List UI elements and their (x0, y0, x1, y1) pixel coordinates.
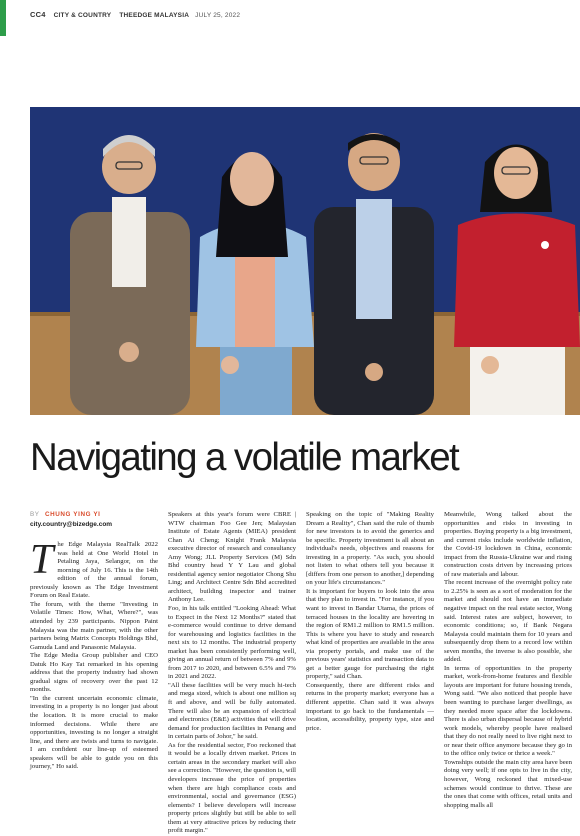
byline-email: city.country@bizedge.com (30, 520, 113, 528)
byline (30, 511, 158, 520)
article-column-2 (168, 511, 296, 835)
article-headline: Navigating a volatile market (30, 436, 459, 479)
article-column-1 (30, 511, 158, 811)
publication-name: THEEDGE MALAYSIA (119, 12, 190, 19)
article-paragraph: Townships outside the main city area have been doing very well; if one opts to live in the city, however, Wong reckoned that mixed-use schemes would continue to thrive. These are the ones that come with offices, retail units and shopping malls all (444, 758, 572, 809)
article-paragraph: Speakers at this year's forum were CBRE | WTW chairman Foo Gee Jen; Malaysian Institute of Estate Agents (MIEA) president Chan Ai Cheng; Knight Frank Malaysia executive director of research and consultancy Amy Wong; JLL Property Services (M) Sdn Bhd country head Y Y Lau and global residential agency senior negotiator Chong Shu Ling; and Architect Centre Sdn Bhd accredited architect, building inspector and trainer Anthony Lee. (168, 511, 296, 604)
photo-illustration (30, 107, 580, 415)
article-paragraph: "All these facilities will be very much hi-tech and mega sized, which is about one million sq ft and above, and will be fully automated. There will also be an expansion of electrical and electronics (E&E) activities that will drive demand for production facilities in Penang and in certain parts of Johor," he said. (168, 681, 296, 741)
article-column-4 (444, 511, 572, 811)
publication-date: JULY 25, 2022 (195, 12, 241, 19)
article-column-3 (306, 511, 434, 811)
drop-cap: T (30, 537, 54, 584)
byline-author: CHUNG YING YI (44, 511, 101, 518)
article-paragraph: The forum, with the theme "Investing in Volatile Times: How, What, Where?", was attended by 239 participants. Nippon Paint Malaysia was the main partner, with the other partners being Matrix Concepts Holdings Bhd, Gamuda Land and Panasonic Malaysia. (30, 600, 158, 651)
article-paragraph: Meanwhile, Wong talked about the opportunities and risks in investing in properties. Buying property is a big investment, and current risks include worldwide inflation, the Covid-19 lockdown in China, economic impact from the Russia-Ukraine war and rising construction costs driven by increasing prices of raw materials and labour. (444, 511, 572, 578)
article-paragraph: The Edge Media Group publisher and CEO Datuk Ho Kay Tat remarked in his opening address that the property industry had shown gradual signs of recovery over the past 12 months. (30, 652, 158, 694)
article-paragraph: he Edge Malaysia RealTalk 2022 was held at One World Hotel in Petaling Jaya, Selangor, on the morning of July 16. This is the 14th edition of the annual forum, previously known as The Edge Investment Forum on Real Estate. (30, 541, 158, 600)
article-paragraph: Consequently, there are different risks and returns in the property market; everyone has a different appetite. Chan said it was always important to go back to the fundamentals — location, accessibility, property type, size and price. (306, 681, 434, 732)
article-paragraph: It is important for buyers to look into the area that they plan to invest in. "For instance, if you want to invest in Bandar Utama, the prices of terraced houses in the locality are hovering in the region of RM1.2 million to RM1.5 million. This is where you have to study and research what kind of properties are available in the area via property portals, and make use of the previous years' statistics and transaction data to get a better gauge for purchasing the right property," said Chan. (306, 587, 434, 681)
page-number: CC4 (30, 10, 46, 19)
article-paragraph: "In the current uncertain economic climate, investing in a property is no longer just about the location. It is more crucial to make informed decisions. While there are opportunities, investing is no longer a straight line, and there are twists and turns to navigate. I am confident our line-up of esteemed speakers will be able to guide you on this journey," Ho said. (30, 694, 158, 771)
article-paragraph: As for the residential sector, Foo reckoned that it would be a locally driven market. Prices in certain areas in the secondary market will also see a correction. "However, the question is, will developers increase the price of properties when there are high compliance costs and environmental, social and governance (ESG) elements? I believe developers will increase property prices slightly but still be able to sell them at very attractive prices by reducing their profit margin." (168, 741, 296, 835)
article-paragraph: Foo, in his talk entitled "Looking Ahead: What to Expect in the Next 12 Months?" stated that e-commerce would continue to drive demand for warehousing and logistics facilities in the next six to 12 months. The industrial property market has been consistently performing well, giving an annual return of between 7% and 9% from 2017 to 2020, and between 6.5% and 7% in 2021 and 2022. (168, 605, 296, 681)
article-paragraph: The recent increase of the overnight policy rate to 2.25% is seen as a sort of moderation for the market and should not have an immediate negative impact on the real estate sector, Wong said. Interest rates are subject, however, to economic conditions; so, if Bank Negara Malaysia could maintain them for 10 years and subsequently drop them to a record low within seven months, the inverse is also possible, she added. (444, 579, 572, 664)
lead-block (30, 537, 158, 601)
speakers-group-photo (30, 107, 580, 415)
section-color-tab (0, 0, 6, 36)
article-paragraph: In terms of opportunities in the property market, work-from-home features and flexible layouts are important for future housing trends, Wong said. "We also noticed that people have been wanting to purchase larger dwellings, as they needed more space after the lockdowns. There is also urban dispersal because of hybrid work models, whereby people have realised that they do not really need to live right next to or near their office anymore because they go in to the office only twice or thrice a week." (444, 664, 572, 758)
byline-prefix: BY (30, 511, 40, 518)
article-paragraph: Speaking on the topic of "Making Reality Dream a Reality", Chan said the rule of thumb for new investors is to avoid the generics and be specific. Property investment is all about an individual's needs, objectives and reasons for investing in a property. "As such, you should not listen to what others tell you because it [differs from one person to another,] depending on your life's circumstances." (306, 511, 434, 587)
article-body (30, 511, 575, 835)
page-folio (30, 10, 240, 19)
section-name: CITY & COUNTRY (53, 12, 112, 19)
